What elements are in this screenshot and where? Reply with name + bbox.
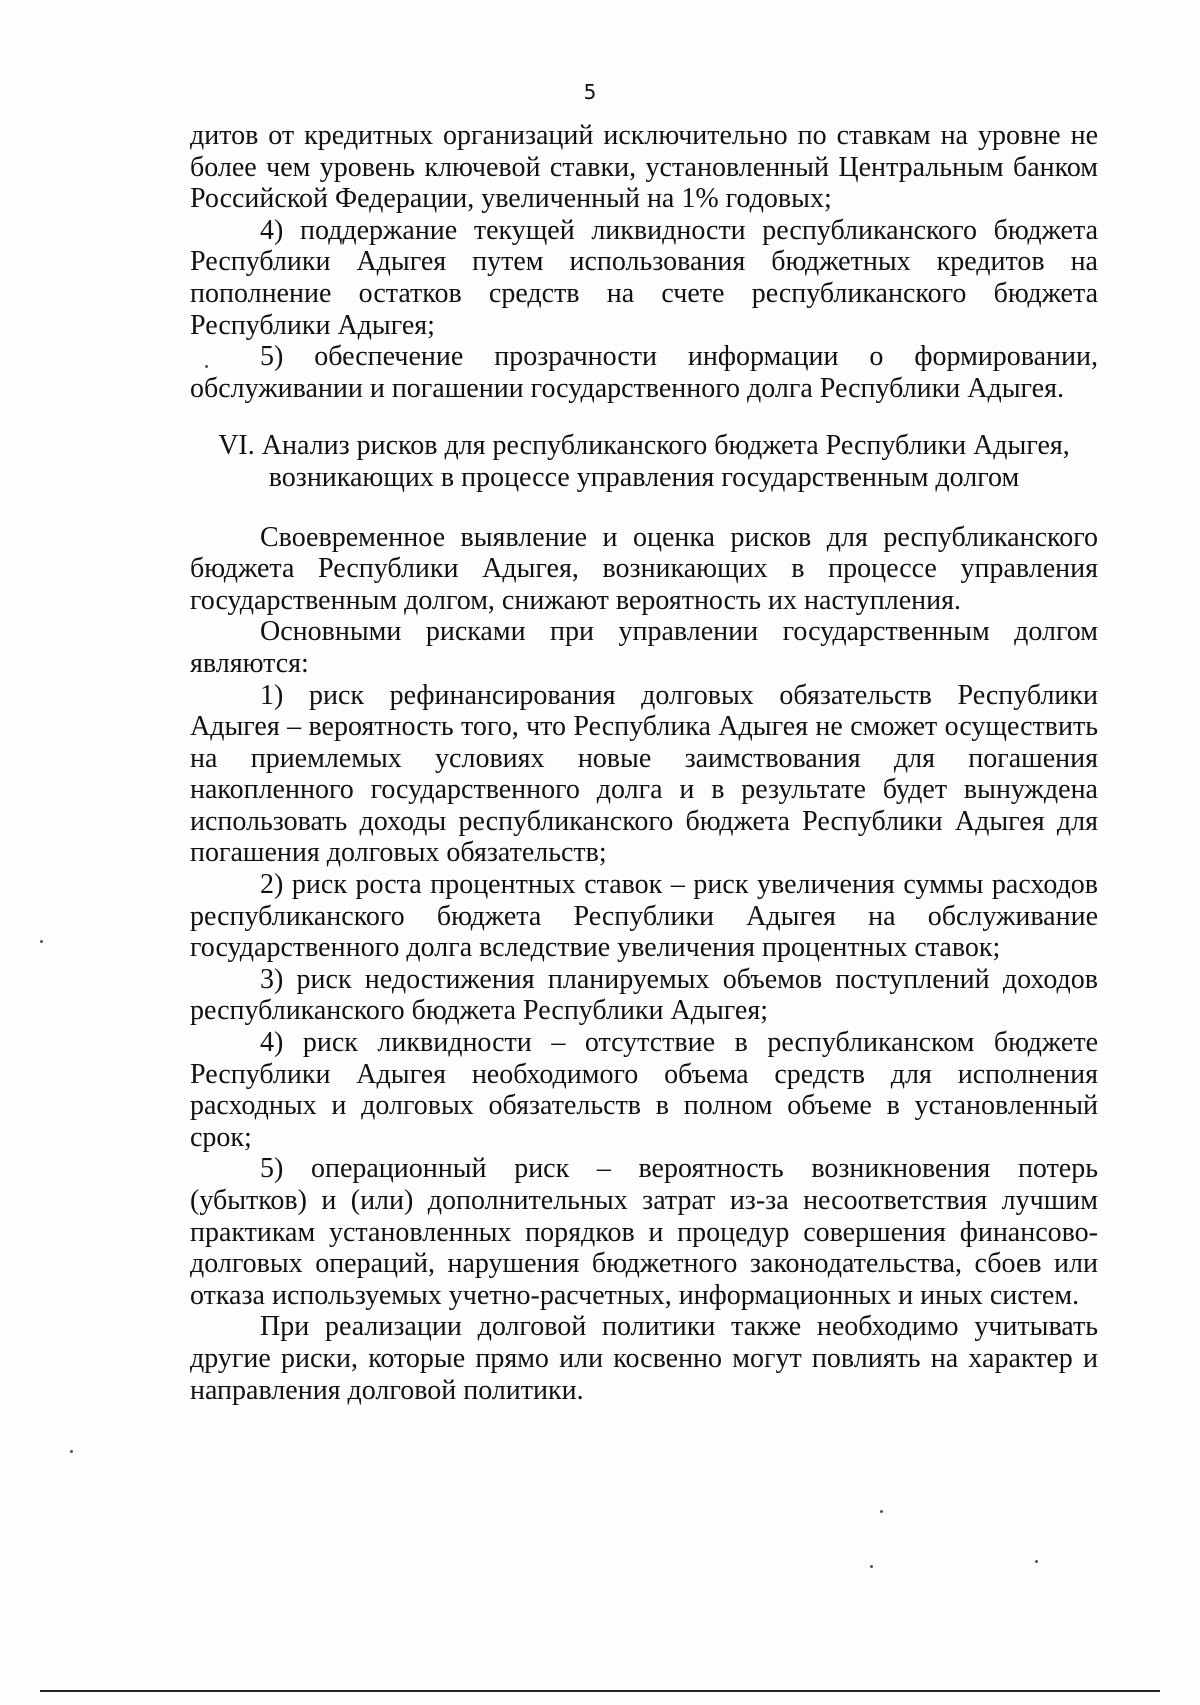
paragraph-item-4-liquidity-support: 4) поддержание текущей ликвидности республиканского бюджета Республики Адыгея путем использования бюджетных кредитов на пополнение остатков средств на счете республиканского бюджета Республики Адыгея; (190, 214, 1098, 341)
paragraph-risk-1-refinancing: 1) риск рефинансирования долговых обязательств Республики Адыгея – вероятность того, что Республика Адыгея не сможет осуществить на приемлемых условиях новые заимствования для погашения накопленного государственного долга и в результате будет вынуждена использовать доходы республиканского бюджета Республики Адыгея для погашения долговых обязательств; (190, 679, 1098, 869)
section-heading-line-2: возникающих в процессе управления государственным долгом (268, 461, 1020, 493)
paragraph-item-5-transparency: 5) обеспечение прозрачности информации о формировании, обслуживании и погашении государственного долга Республики Адыгея. (190, 341, 1098, 404)
paragraph-risk-4-liquidity: 4) риск ликвидности – отсутствие в республиканском бюджете Республики Адыгея необходимого объема средств для исполнения расходных и долговых обязательств в полном объеме в установленный срок; (190, 1027, 1098, 1153)
page-number: 5 (583, 80, 597, 104)
section-heading-line-1: VI. Анализ рисков для республиканского бюджета Республики Адыгея, (218, 430, 1070, 462)
paragraph-risk-2-interest-rates: 2) риск роста процентных ставок – риск увеличения суммы расходов республиканского бюджета Республики Адыгея на обслуживание государственного долга вследствие увеличения процентных ставок; (190, 869, 1098, 964)
scan-speck (70, 1450, 73, 1453)
scan-bottom-edge (40, 1690, 1160, 1692)
scan-speck (870, 1565, 873, 1568)
paragraph-other-risks: При реализации долговой политики также необходимо учитывать другие риски, которые прямо или косвенно могут повлиять на характер и направления долговой политики. (190, 1311, 1098, 1406)
paragraph-risk-intro: Своевременное выявление и оценка рисков для республиканского бюджета Республики Адыгея, возникающих в процессе управления государственным долгом, снижают вероятность их наступления. (190, 521, 1098, 616)
document-body (190, 120, 1098, 1406)
scan-speck (205, 365, 208, 368)
paragraph-main-risks: Основными рисками при управлении государственным долгом являются: (190, 616, 1098, 679)
paragraph-risk-3-revenue: 3) риск недостижения планируемых объемов поступлений доходов республиканского бюджета Республики Адыгея; (190, 963, 1098, 1027)
paragraph-risk-5-operational: 5) операционный риск – вероятность возникновения потерь (убытков) и (или) дополнительных затрат из-за несоответствия лучшим практикам установленных порядков и процедур совершения финансово-долговых операций, нарушения бюджетного законодательства, сбоев или отказа используемых учетно-расчетных, информационных и иных систем. (190, 1153, 1098, 1311)
scan-speck (40, 940, 43, 943)
section-heading (190, 430, 1098, 493)
scan-speck (880, 1510, 883, 1513)
scan-speck (1035, 1560, 1038, 1563)
paragraph-continuation: дитов от кредитных организаций исключительно по ставкам на уровне не более чем уровень ключевой ставки, установленный Центральным банком Российской Федерации, увеличенный на 1% годовых; (190, 120, 1098, 215)
